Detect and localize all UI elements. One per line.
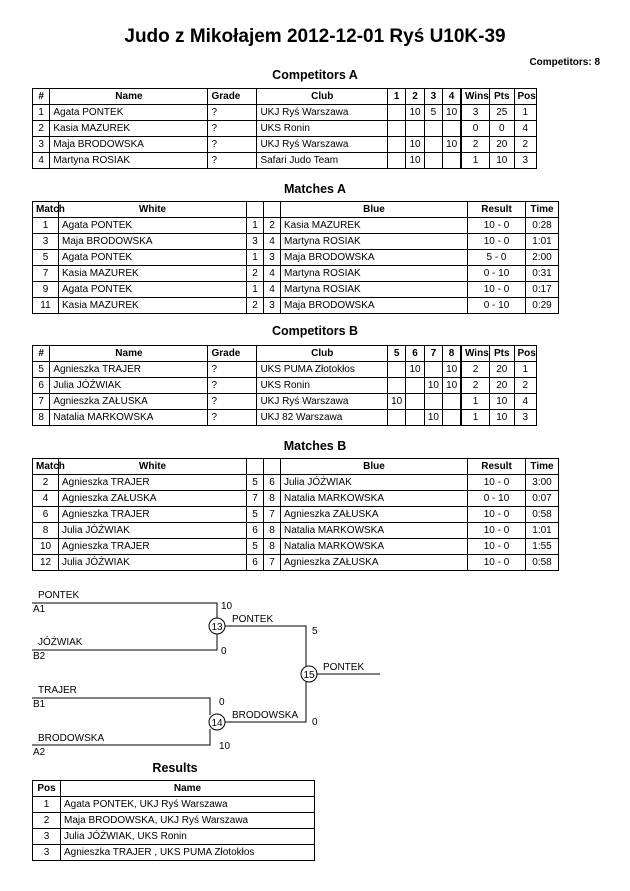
- table-cell: Natalia MARKOWSKA: [281, 523, 468, 539]
- table-cell: UKJ Ryś Warszawa: [257, 394, 388, 410]
- table-cell: 2: [514, 378, 537, 394]
- table-cell: Kasia MAZUREK: [59, 298, 247, 314]
- table-cell: Agata PONTEK, UKJ Ryś Warszawa: [61, 797, 315, 813]
- table-cell: 3: [33, 829, 61, 845]
- table-cell: 7: [264, 555, 281, 571]
- column-header: Pts: [490, 89, 514, 105]
- table-cell: UKJ Ryś Warszawa: [257, 105, 388, 121]
- table-cell: 10 - 0: [468, 507, 526, 523]
- table-cell: UKS Ronin: [257, 378, 388, 394]
- table-cell: 0:07: [526, 491, 559, 507]
- table-cell: 1: [247, 218, 264, 234]
- table-cell: 10: [406, 137, 424, 153]
- table-cell: 8: [33, 523, 59, 539]
- competitors-count: Competitors: 8: [529, 57, 600, 68]
- table-cell: 0:29: [526, 298, 559, 314]
- table-cell: 0: [461, 121, 490, 137]
- table-cell: 4: [264, 282, 281, 298]
- table-cell: 7: [247, 491, 264, 507]
- table-cell: Agnieszka ZAŁUSKA: [281, 555, 468, 571]
- table-cell: 0:31: [526, 266, 559, 282]
- matches-b-title: Matches B: [283, 439, 347, 453]
- semi2-winner: BRODOWSKA: [232, 710, 299, 721]
- table-cell: 0:28: [526, 218, 559, 234]
- column-header: 5: [388, 346, 406, 362]
- table-cell: 12: [33, 555, 59, 571]
- table-cell: 9: [33, 282, 59, 298]
- table-cell: Agnieszka ZAŁUSKA: [281, 507, 468, 523]
- table-cell: 6: [33, 378, 50, 394]
- table-cell: 0:58: [526, 555, 559, 571]
- table-cell: Martyna ROSIAK: [281, 282, 468, 298]
- table-cell: Maja BRODOWSKA: [281, 250, 468, 266]
- column-header: Wins: [461, 89, 490, 105]
- table-row: [33, 813, 315, 829]
- table-cell: 1: [33, 105, 50, 121]
- table-cell: 7: [264, 507, 281, 523]
- table-cell: Julia JÓŹWIAK, UKS Ronin: [61, 829, 315, 845]
- column-header: Grade: [208, 346, 257, 362]
- table-cell: 25: [490, 105, 514, 121]
- table-cell: 2: [247, 298, 264, 314]
- table-cell: 7: [33, 266, 59, 282]
- table-cell: 1: [514, 105, 537, 121]
- table-cell: 1: [461, 153, 490, 169]
- table-cell: 1: [461, 410, 490, 426]
- table-cell: 2: [461, 378, 490, 394]
- table-cell: 4: [33, 491, 59, 507]
- column-header: White: [59, 202, 247, 218]
- table-cell: 2: [514, 137, 537, 153]
- table-cell: 6: [33, 507, 59, 523]
- table-cell: ?: [208, 121, 257, 137]
- column-header: 8: [443, 346, 461, 362]
- table-cell: 3: [33, 845, 61, 861]
- column-header: 6: [406, 346, 424, 362]
- table-cell: 10: [406, 153, 424, 169]
- table-cell: 10 - 0: [468, 555, 526, 571]
- competitors-b-title: Competitors B: [271, 324, 359, 338]
- table-cell: Julia JÓŹWIAK: [281, 475, 468, 491]
- table-cell: 4: [264, 266, 281, 282]
- table-cell: 4: [264, 234, 281, 250]
- table-cell: Kasia MAZUREK: [59, 266, 247, 282]
- table-cell: 10: [388, 394, 406, 410]
- table-cell: 8: [33, 410, 50, 426]
- table-cell: 8: [264, 523, 281, 539]
- table-cell: Julia JÓŹWIAK: [50, 378, 208, 394]
- column-header: #: [33, 346, 50, 362]
- column-header: #: [33, 89, 50, 105]
- table-cell: 0:17: [526, 282, 559, 298]
- semi2-winner-score: 0: [312, 717, 318, 728]
- table-cell: Maja BRODOWSKA: [59, 234, 247, 250]
- final-number: 15: [303, 670, 315, 681]
- table-cell: 5 - 0: [468, 250, 526, 266]
- table-cell: 20: [490, 378, 514, 394]
- table-cell: Agnieszka ZAŁUSKA: [50, 394, 208, 410]
- table-cell: 5: [33, 362, 50, 378]
- semi2-top-name: TRAJER: [38, 685, 77, 696]
- header-row: [33, 781, 315, 797]
- table-row: [33, 797, 315, 813]
- table-cell: ?: [208, 105, 257, 121]
- table-cell: 10 - 0: [468, 475, 526, 491]
- table-cell: 3: [264, 298, 281, 314]
- table-cell: 10: [443, 105, 461, 121]
- table-cell: 6: [247, 555, 264, 571]
- table-cell: 3: [514, 153, 537, 169]
- table-cell: 0 - 10: [468, 298, 526, 314]
- table-cell: 11: [33, 298, 59, 314]
- table-cell: Martyna ROSIAK: [50, 153, 208, 169]
- semi1-top-seed: A1: [33, 604, 46, 615]
- table-cell: 0: [490, 121, 514, 137]
- semi1-bottom-name: JÓŹWIAK: [38, 637, 83, 648]
- table-cell: Safari Judo Team: [257, 153, 388, 169]
- table-cell: ?: [208, 378, 257, 394]
- column-header: Grade: [208, 89, 257, 105]
- semi1-bottom-seed: B2: [33, 651, 46, 662]
- table-cell: 2: [247, 266, 264, 282]
- table-cell: 1:01: [526, 234, 559, 250]
- table-cell: 2: [33, 813, 61, 829]
- column-header: Pos: [514, 89, 537, 105]
- table-cell: Maja BRODOWSKA, UKJ Ryś Warszawa: [61, 813, 315, 829]
- table-cell: 3: [247, 234, 264, 250]
- column-header: Club: [257, 346, 388, 362]
- table-cell: Agnieszka TRAJER: [59, 507, 247, 523]
- column-header: 3: [424, 89, 442, 105]
- table-cell: 1: [247, 250, 264, 266]
- table-cell: Agnieszka TRAJER: [59, 475, 247, 491]
- table-cell: 3:00: [526, 475, 559, 491]
- table-cell: 10: [33, 539, 59, 555]
- table-cell: Agnieszka TRAJER: [59, 539, 247, 555]
- table-cell: Natalia MARKOWSKA: [281, 539, 468, 555]
- table-cell: 1: [33, 797, 61, 813]
- table-cell: 10: [424, 378, 442, 394]
- table-row: [33, 829, 315, 845]
- results-table: [32, 780, 315, 861]
- column-header: 2: [406, 89, 424, 105]
- table-cell: 1:01: [526, 523, 559, 539]
- semi2-bottom-score: 10: [219, 741, 231, 752]
- table-cell: 10: [490, 394, 514, 410]
- table-cell: 3: [461, 105, 490, 121]
- table-cell: 10 - 0: [468, 523, 526, 539]
- table-cell: Agata PONTEK: [50, 105, 208, 121]
- column-header: Wins: [461, 346, 490, 362]
- table-cell: UKS PUMA Złotokłos: [257, 362, 388, 378]
- table-cell: Kasia MAZUREK: [50, 121, 208, 137]
- table-cell: Martyna ROSIAK: [281, 234, 468, 250]
- semi2-bottom-name: BRODOWSKA: [38, 733, 105, 744]
- column-header: Club: [257, 89, 388, 105]
- table-cell: UKJ 82 Warszawa: [257, 410, 388, 426]
- column-header: Result: [468, 459, 526, 475]
- table-cell: 5: [33, 250, 59, 266]
- table-cell: 4: [514, 121, 537, 137]
- table-cell: Agata PONTEK: [59, 282, 247, 298]
- semi1-top-name: PONTEK: [38, 590, 80, 601]
- column-header: Pos: [514, 346, 537, 362]
- table-cell: 10 - 0: [468, 218, 526, 234]
- column-header: Blue: [281, 459, 468, 475]
- table-cell: 2: [33, 475, 59, 491]
- table-cell: 10 - 0: [468, 234, 526, 250]
- table-cell: Julia JÓŹWIAK: [59, 555, 247, 571]
- table-cell: 1: [33, 218, 59, 234]
- table-cell: UKJ Ryś Warszawa: [257, 137, 388, 153]
- table-cell: ?: [208, 362, 257, 378]
- results-title: Results: [152, 761, 198, 775]
- table-cell: 1: [514, 362, 537, 378]
- table-cell: 10: [424, 410, 442, 426]
- table-cell: 0 - 10: [468, 266, 526, 282]
- table-cell: Maja BRODOWSKA: [50, 137, 208, 153]
- table-cell: ?: [208, 394, 257, 410]
- table-cell: Agnieszka ZAŁUSKA: [59, 491, 247, 507]
- column-header: Name: [61, 781, 315, 797]
- table-cell: 5: [247, 539, 264, 555]
- table-cell: 1: [461, 394, 490, 410]
- semi1-number: 13: [211, 622, 223, 633]
- table-cell: 1:55: [526, 539, 559, 555]
- table-cell: 10: [443, 362, 461, 378]
- semi1-bottom-score: 0: [221, 646, 227, 657]
- table-cell: 8: [264, 491, 281, 507]
- semi2-number: 14: [211, 718, 223, 729]
- table-cell: 6: [264, 475, 281, 491]
- semi2-bottom-seed: A2: [33, 747, 46, 758]
- table-cell: 4: [514, 394, 537, 410]
- table-cell: 0:58: [526, 507, 559, 523]
- table-cell: 10: [490, 410, 514, 426]
- semi1-top-score: 10: [221, 601, 233, 612]
- table-cell: 4: [33, 153, 50, 169]
- table-cell: 2: [264, 218, 281, 234]
- table-cell: ?: [208, 137, 257, 153]
- column-header: 4: [443, 89, 461, 105]
- table-cell: 6: [247, 523, 264, 539]
- table-cell: Natalia MARKOWSKA: [50, 410, 208, 426]
- column-header: 1: [388, 89, 406, 105]
- column-header: 7: [424, 346, 442, 362]
- table-cell: Natalia MARKOWSKA: [281, 491, 468, 507]
- semi1-winner: PONTEK: [232, 614, 274, 625]
- table-row: [33, 845, 315, 861]
- table-cell: ?: [208, 410, 257, 426]
- table-cell: Maja BRODOWSKA: [281, 298, 468, 314]
- table-cell: 1: [247, 282, 264, 298]
- table-cell: 3: [264, 250, 281, 266]
- column-header: White: [59, 459, 247, 475]
- semi2-top-score: 0: [219, 697, 225, 708]
- final-winner: PONTEK: [323, 662, 365, 673]
- table-cell: ?: [208, 153, 257, 169]
- table-cell: 20: [490, 362, 514, 378]
- table-cell: 3: [514, 410, 537, 426]
- table-cell: Agata PONTEK: [59, 218, 247, 234]
- column-header: Match: [33, 459, 59, 475]
- matches-a-title: Matches A: [283, 182, 347, 196]
- table-cell: 5: [247, 475, 264, 491]
- table-cell: 2: [33, 121, 50, 137]
- column-header: Name: [50, 346, 208, 362]
- table-cell: 10 - 0: [468, 539, 526, 555]
- table-cell: 20: [490, 137, 514, 153]
- column-header: Time: [526, 459, 559, 475]
- table-cell: 10: [406, 362, 424, 378]
- table-cell: 2:00: [526, 250, 559, 266]
- table-cell: 10: [406, 105, 424, 121]
- table-cell: 5: [247, 507, 264, 523]
- table-cell: 2: [461, 362, 490, 378]
- table-cell: Martyna ROSIAK: [281, 266, 468, 282]
- semi2-top-seed: B1: [33, 699, 46, 710]
- column-header: Pos: [33, 781, 61, 797]
- table-cell: 3: [33, 137, 50, 153]
- table-cell: Kasia MAZUREK: [281, 218, 468, 234]
- table-cell: Julia JÓŹWIAK: [59, 523, 247, 539]
- table-cell: 10: [443, 378, 461, 394]
- column-header: Result: [468, 202, 526, 218]
- semi1-winner-score: 5: [312, 626, 318, 637]
- table-cell: 5: [424, 105, 442, 121]
- table-cell: Agnieszka TRAJER: [50, 362, 208, 378]
- table-cell: Agnieszka TRAJER , UKS PUMA Złotokłos: [61, 845, 315, 861]
- table-cell: 10: [490, 153, 514, 169]
- table-cell: 7: [33, 394, 50, 410]
- page-title: Judo z Mikołajem 2012-12-01 Ryś U10K-39: [124, 26, 506, 47]
- table-cell: 3: [33, 234, 59, 250]
- column-header: Blue: [281, 202, 468, 218]
- column-header: Time: [526, 202, 559, 218]
- column-header: Match: [33, 202, 59, 218]
- table-cell: UKS Ronin: [257, 121, 388, 137]
- column-header: Name: [50, 89, 208, 105]
- table-cell: 0 - 10: [468, 491, 526, 507]
- table-cell: 2: [461, 137, 490, 153]
- column-header: Pts: [490, 346, 514, 362]
- table-cell: Agata PONTEK: [59, 250, 247, 266]
- table-cell: 10 - 0: [468, 282, 526, 298]
- table-cell: 8: [264, 539, 281, 555]
- table-cell: 10: [443, 137, 461, 153]
- competitors-a-title: Competitors A: [272, 68, 358, 82]
